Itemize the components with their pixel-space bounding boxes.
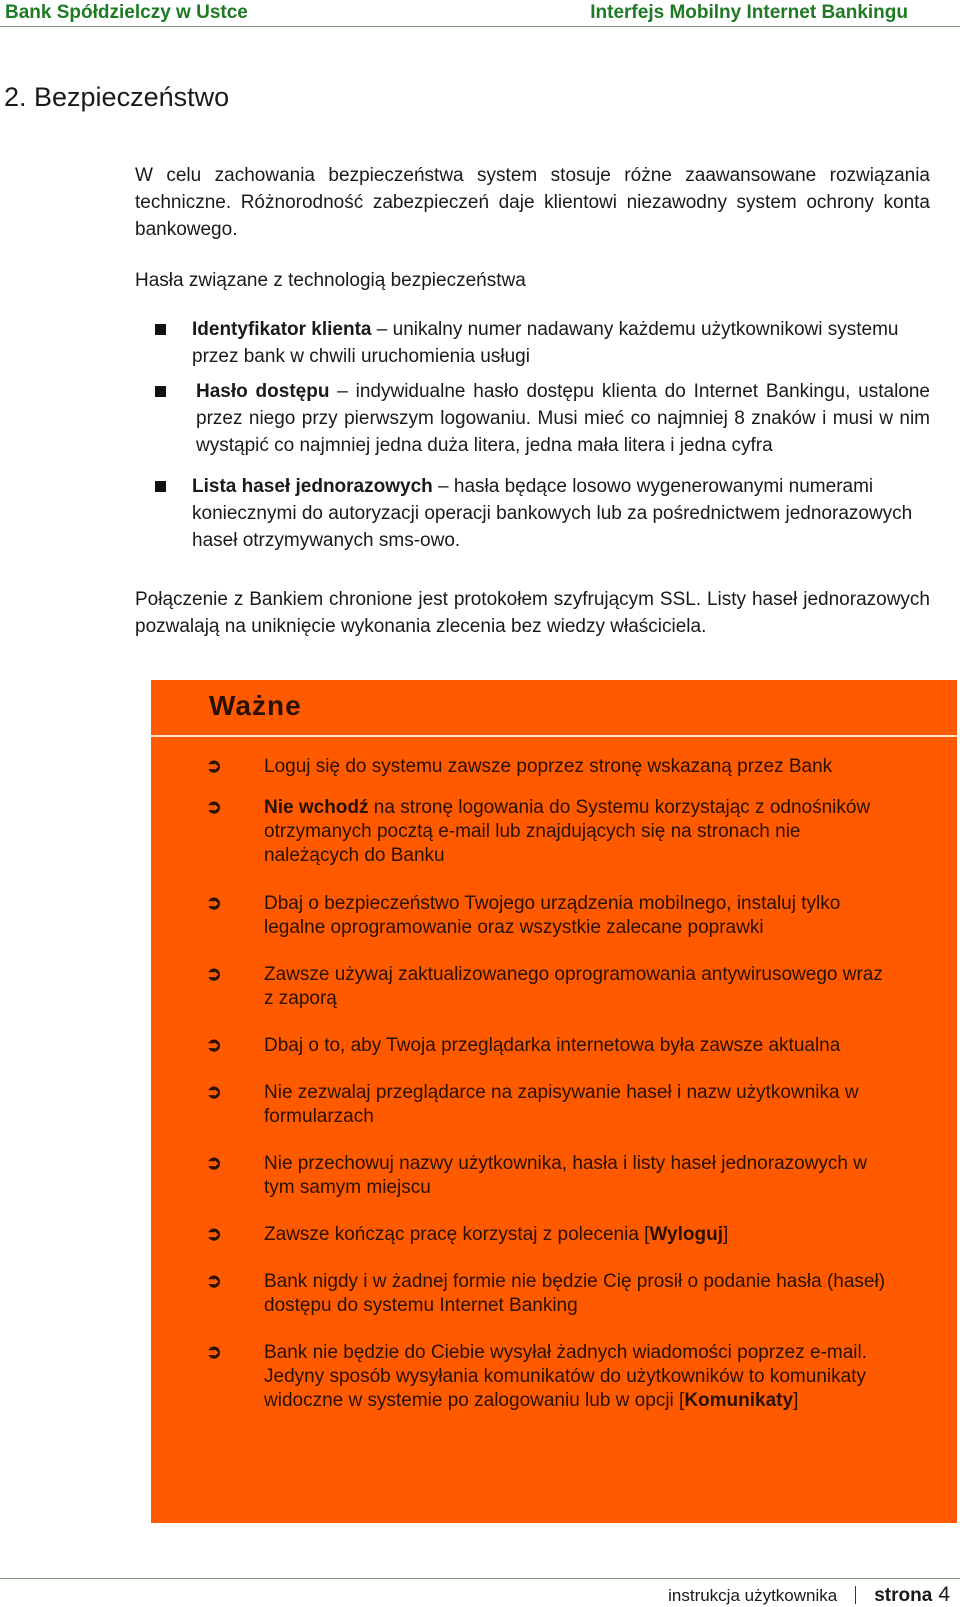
bullet-term: Identyfikator klienta [192, 319, 372, 340]
list-item [151, 1341, 957, 1413]
list-item [151, 1081, 957, 1129]
page-number: 4 [938, 1583, 950, 1606]
arrow-bullet-icon: ➲ [206, 1082, 222, 1103]
footer-page-label: strona [874, 1585, 933, 1606]
list-item [135, 473, 930, 554]
intro-paragraph: W celu zachowania bezpieczeństwa system stosuje różne zaawansowane rozwiązania techniczne. Różnorodność zabezpieczeń daje klientowi niezawodny system ochrony konta bankowego. [135, 165, 930, 240]
item-text: Bank nigdy i w żadnej formie nie będzie Cię prosił o podanie hasła (haseł) dostępu do systemu Internet Banking [264, 1271, 886, 1316]
item-bold: Wyloguj [649, 1224, 723, 1245]
header-doc-title: Interfejs Mobilny Internet Bankingu [590, 2, 908, 23]
important-list [151, 755, 957, 1413]
item-text: Bank nie będzie do Ciebie wysyłał żadnych wiadomości poprzez e-mail. Jedyny sposób wysyłania komunikatów do użytkowników to komunikaty widoczne w systemie po zalogowaniu lub w opcji [ [264, 1342, 868, 1411]
bullet-text: – hasła będące losowo wygenerowanymi numerami koniecznymi do autoryzacji operacji bankowych lub za pośrednictwem jednorazowych haseł otrzymywanych sms-owo. [192, 476, 913, 551]
arrow-bullet-icon: ➲ [206, 797, 222, 818]
page-footer [668, 1583, 950, 1607]
arrow-bullet-icon: ➲ [206, 1342, 222, 1363]
item-text: Zawsze używaj zaktualizowanego oprogramowania antywirusowego wraz z zaporą [264, 964, 883, 1009]
list-item [135, 378, 930, 459]
square-bullet-icon [155, 386, 166, 397]
passwords-subheading: Hasła związane z technologią bezpieczeństwa [135, 270, 526, 291]
list-item [151, 892, 957, 940]
important-notice-box [151, 680, 957, 1523]
arrow-bullet-icon: ➲ [206, 1153, 222, 1174]
list-item [151, 1152, 957, 1200]
important-divider [151, 735, 957, 737]
arrow-bullet-icon: ➲ [206, 893, 222, 914]
arrow-bullet-icon: ➲ [206, 756, 222, 777]
bullet-term: Hasło dostępu [196, 381, 330, 402]
item-bold: Nie wchodź [264, 797, 369, 818]
footer-separator [855, 1586, 856, 1604]
page-header [0, 0, 960, 28]
item-text: Dbaj o to, aby Twoja przeglądarka internetowa była zawsze aktualna [264, 1035, 841, 1056]
list-item [151, 963, 957, 1011]
square-bullet-icon [155, 324, 166, 335]
list-item [151, 796, 957, 868]
square-bullet-icon [155, 481, 166, 492]
arrow-bullet-icon: ➲ [206, 1271, 222, 1292]
item-text: Nie przechowuj nazwy użytkownika, hasła i listy haseł jednorazowych w tym samym miejscu [264, 1153, 867, 1198]
ssl-paragraph: Połączenie z Bankiem chronione jest protokołem szyfrującym SSL. Listy haseł jednorazowych pozwalają na uniknięcie wykonania zlecenia bez wiedzy właściciela. [135, 589, 930, 637]
item-text-after: ] [793, 1390, 799, 1411]
list-item [135, 316, 930, 370]
arrow-bullet-icon: ➲ [206, 1035, 222, 1056]
arrow-bullet-icon: ➲ [206, 1224, 222, 1245]
section-title: 2. Bezpieczeństwo [4, 82, 230, 112]
footer-divider [0, 1578, 960, 1579]
important-title: Ważne [209, 690, 302, 721]
list-item [151, 755, 957, 779]
list-item [151, 1270, 957, 1318]
item-bold: Komunikaty [684, 1390, 794, 1411]
item-text-after: ] [723, 1224, 729, 1245]
item-text-after: na stronę logowania do Systemu korzystając z odnośników otrzymanych pocztą e-mail lub znajdujących się na stronach nie należących do Banku [264, 797, 871, 866]
item-text: Dbaj o bezpieczeństwo Twojego urządzenia mobilnego, instaluj tylko legalne oprogramowanie oraz wszystkie zalecane poprawki [264, 893, 841, 938]
header-bank-name: Bank Spółdzielczy w Ustce [5, 2, 248, 23]
bullet-term: Lista haseł jednorazowych [192, 476, 433, 497]
item-text: Loguj się do systemu zawsze poprzez stronę wskazaną przez Bank [264, 756, 833, 777]
header-divider [0, 26, 960, 27]
list-item [151, 1034, 957, 1058]
item-text: Zawsze kończąc pracę korzystaj z polecenia [ [264, 1224, 650, 1245]
footer-doc-label: instrukcja użytkownika [668, 1586, 838, 1605]
bullet-text: – indywidualne hasło dostępu klienta do Internet Bankingu, ustalone przez niego przy pierwszym logowaniu. Musi mieć co najmniej 8 znaków i musi w nim wystąpić co najmniej jedna duża litera, jedna mała litera i jedna cyfra [196, 381, 930, 456]
item-text: Nie zezwalaj przeglądarce na zapisywanie haseł i nazw użytkownika w formularzach [264, 1082, 859, 1127]
arrow-bullet-icon: ➲ [206, 964, 222, 985]
list-item [151, 1223, 957, 1247]
password-types-list [135, 316, 930, 562]
bullet-text: – unikalny numer nadawany każdemu użytkownikowi systemu przez bank w chwili uruchomienia usługi [192, 319, 899, 367]
